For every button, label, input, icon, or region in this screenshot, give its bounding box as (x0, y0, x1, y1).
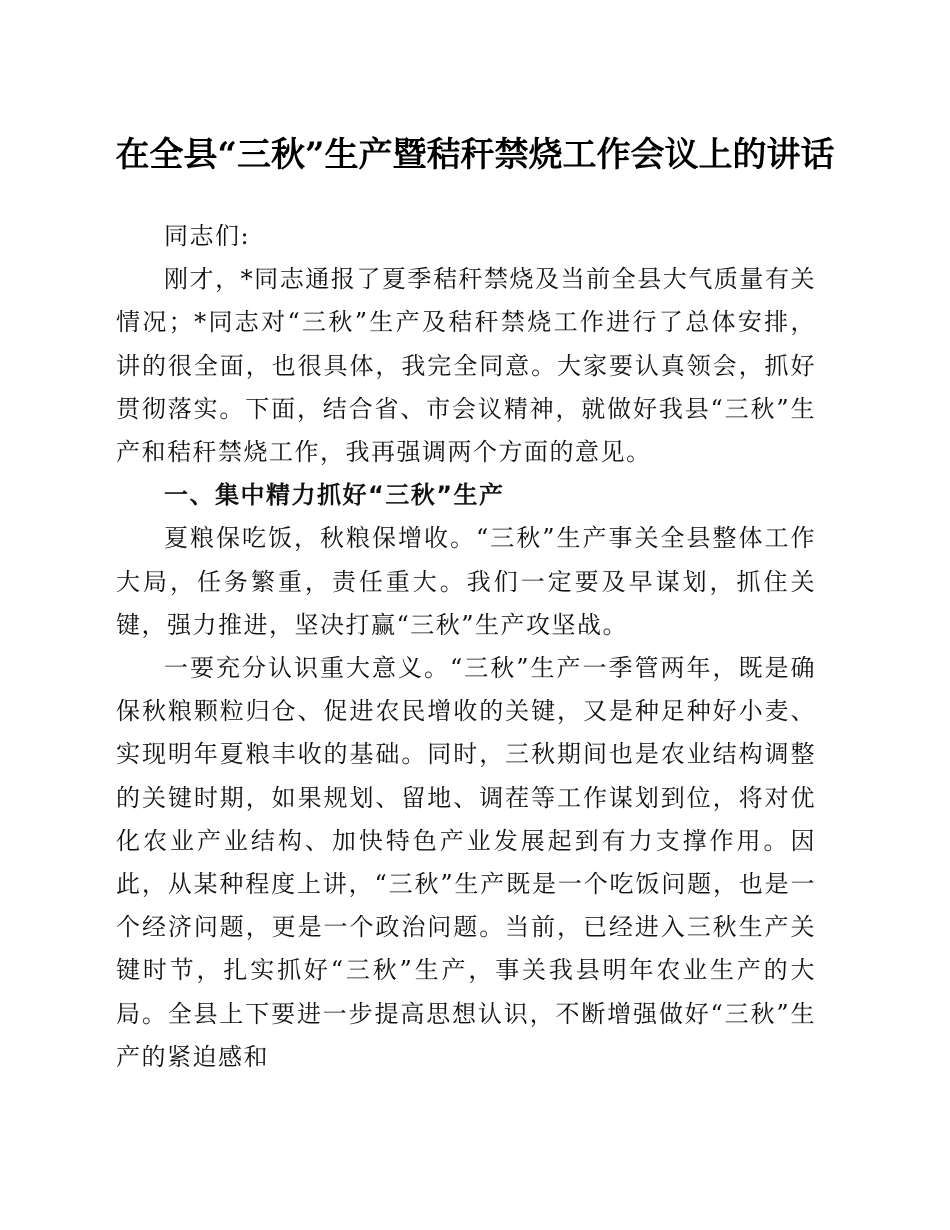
salutation: 同志们: (164, 222, 251, 250)
section-heading: 一、集中精力抓好“三秋”生产 (164, 481, 505, 510)
body-paragraph: 夏粮保吃饭，秋粮保增收。“三秋”生产事关全县整体工作大局，任务繁重，责任重大。我们一定要及早谋划，抓住关键，强力推进，坚决打赢“三秋”生产攻坚战。 (116, 524, 816, 639)
body-paragraph: 一要充分认识重大意义。“三秋”生产一季管两年，既是确保秋粮颗粒归仓、促进农民增收的关键，又是种足种好小麦、实现明年夏粮丰收的基础。同时，三秋期间也是农业结构调整的关键时期，如果规划、留地、调茬等工作谋划到位，将对优化农业产业结构、加快特色产业发展起到有力支撑作用。因此，从某种程度上讲，“三秋”生产既是一个吃饭问题，也是一个经济问题，更是一个政治问题。当前，已经进入三秋生产关键时节，扎实抓好“三秋”生产，事关我县明年农业生产的大局。全县上下要进一步提高思想认识，不断增强做好“三秋”生产的紧迫感和 (116, 654, 816, 1071)
body-paragraph: 刚才，*同志通报了夏季秸秆禁烧及当前全县大气质量有关情况；*同志对“三秋”生产及秸秆禁烧工作进行了总体安排，讲的很全面，也很具体，我完全同意。大家要认真领会，抓好贯彻落实。下面，结合省、市会议精神，就做好我县“三秋”生产和秸秆禁烧工作，我再强调两个方面的意见。 (116, 265, 816, 467)
document-title: 在全县“三秋”生产暨秸秆禁烧工作会议上的讲话 (115, 135, 835, 175)
document-body (116, 215, 816, 1079)
